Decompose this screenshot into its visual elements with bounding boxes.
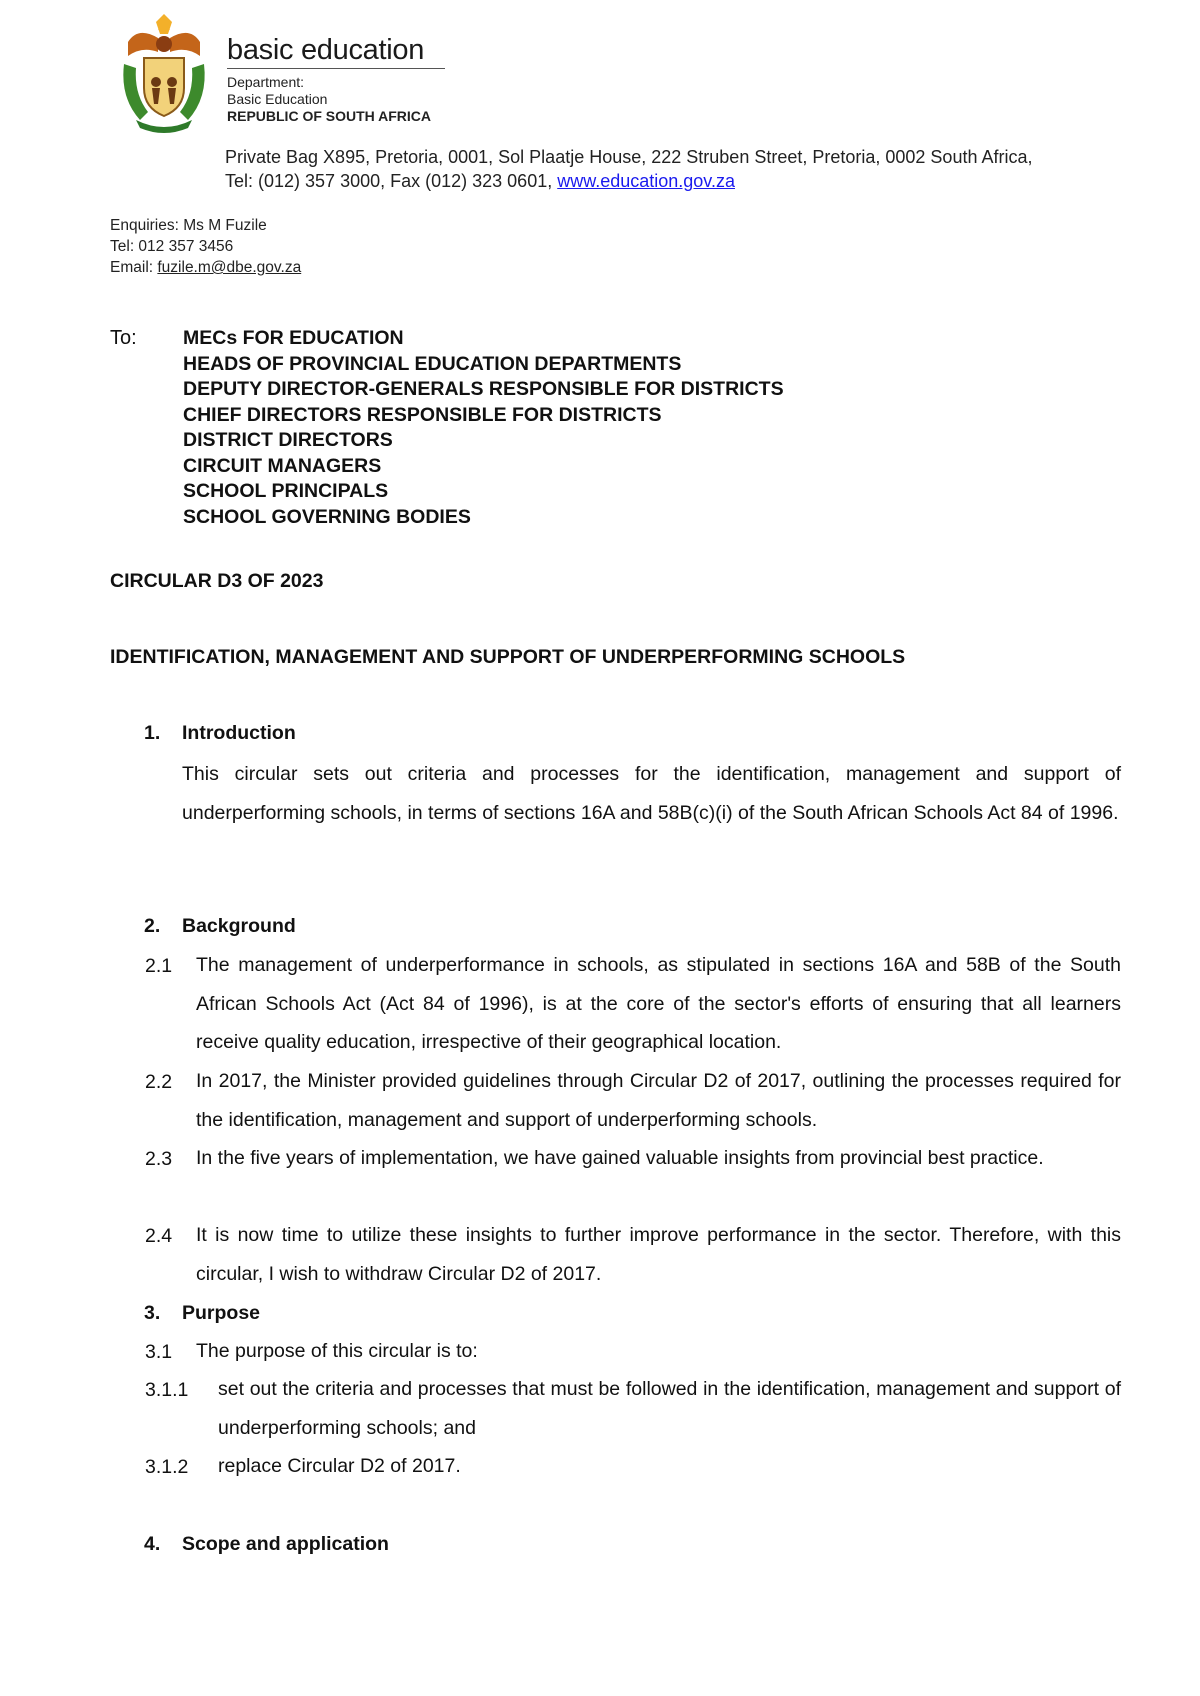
section-title: Introduction [182, 722, 296, 744]
item-text: The management of underperformance in schools, as stipulated in sections 16A and 58B of the South African Schools Act (Act 84 of 1996), is at the core of the sector's efforts of ensuring that all learners receive quality education, irrespective of their geographical location. [196, 954, 1121, 1053]
recipient-item: DEPUTY DIRECTOR-GENERALS RESPONSIBLE FOR DISTRICTS [183, 378, 784, 400]
section-title: Background [182, 915, 296, 937]
website-link[interactable]: www.education.gov.za [557, 171, 735, 191]
item-text: In the five years of implementation, we have gained valuable insights from provincial best practice. [196, 1147, 1044, 1169]
phone-fax: Tel: (012) 357 3000, Fax (012) 323 0601, [225, 171, 558, 191]
recipient-item: SCHOOL PRINCIPALS [183, 480, 389, 502]
email-label: Email: [110, 259, 158, 276]
item-number: 2.4 [145, 1225, 173, 1247]
section-number: 2. [144, 915, 161, 937]
item-text: The purpose of this circular is to: [196, 1340, 478, 1362]
to-label: To: [110, 327, 137, 349]
contact-line [225, 171, 735, 192]
coat-of-arms-icon [118, 12, 210, 136]
enquiries-contact: Enquiries: Ms M Fuzile [110, 217, 267, 234]
item-number: 3.1 [145, 1341, 173, 1363]
circular-title: IDENTIFICATION, MANAGEMENT AND SUPPORT OF UNDERPERFORMING SCHOOLS [110, 646, 906, 668]
section-title: Scope and application [182, 1533, 389, 1555]
subitem-text: replace Circular D2 of 2017. [218, 1455, 461, 1477]
enquiries-email [110, 259, 301, 277]
item-text: In 2017, the Minister provided guidelines through Circular D2 of 2017, outlining the processes required for the identification, management and support of underperforming schools. [196, 1070, 1121, 1131]
recipient-list [183, 326, 784, 530]
subitem-number: 3.1.2 [145, 1456, 189, 1478]
recipient-item: DISTRICT DIRECTORS [183, 429, 393, 451]
wordmark-divider [227, 68, 445, 69]
email-link[interactable]: fuzile.m@dbe.gov.za [157, 259, 302, 276]
item-number: 2.1 [145, 955, 173, 977]
department-label: Department: [227, 74, 305, 90]
section-number: 4. [144, 1533, 161, 1555]
recipient-item: SCHOOL GOVERNING BODIES [183, 505, 471, 528]
department-wordmark: basic education [227, 34, 425, 66]
item-text: It is now time to utilize these insights to further improve performance in the sector. Therefore, with this circular, I wish to withdraw Circular D2 of 2017. [196, 1224, 1121, 1285]
section-number: 3. [144, 1302, 161, 1324]
postal-address: Private Bag X895, Pretoria, 0001, Sol Plaatje House, 222 Struben Street, Pretoria, 0002 South Africa, [225, 147, 1033, 167]
item-number: 2.3 [145, 1148, 173, 1170]
country-label: REPUBLIC OF SOUTH AFRICA [227, 108, 432, 124]
subitem-text: set out the criteria and processes that must be followed in the identification, management and support of underperforming schools; and [218, 1378, 1121, 1439]
section-title: Purpose [182, 1302, 261, 1324]
recipient-item: CIRCUIT MANAGERS [183, 454, 382, 477]
item-number: 2.2 [145, 1071, 173, 1093]
department-subname: Basic Education [227, 91, 328, 107]
recipient-item: HEADS OF PROVINCIAL EDUCATION DEPARTMENTS [183, 352, 682, 375]
enquiries-tel: Tel: 012 357 3456 [110, 238, 234, 255]
introduction-paragraph: This circular sets out criteria and processes for the identification, management and support of underperforming schools, in terms of sections 16A and 58B(c)(i) of the South African Schools Act 84 of 1996. [182, 763, 1121, 824]
recipient-item: MECs FOR EDUCATION [183, 327, 404, 349]
recipient-item: CHIEF DIRECTORS RESPONSIBLE FOR DISTRICTS [183, 403, 662, 426]
subitem-number: 3.1.1 [145, 1379, 189, 1401]
section-number: 1. [144, 722, 161, 744]
circular-number: CIRCULAR D3 OF 2023 [110, 570, 324, 592]
